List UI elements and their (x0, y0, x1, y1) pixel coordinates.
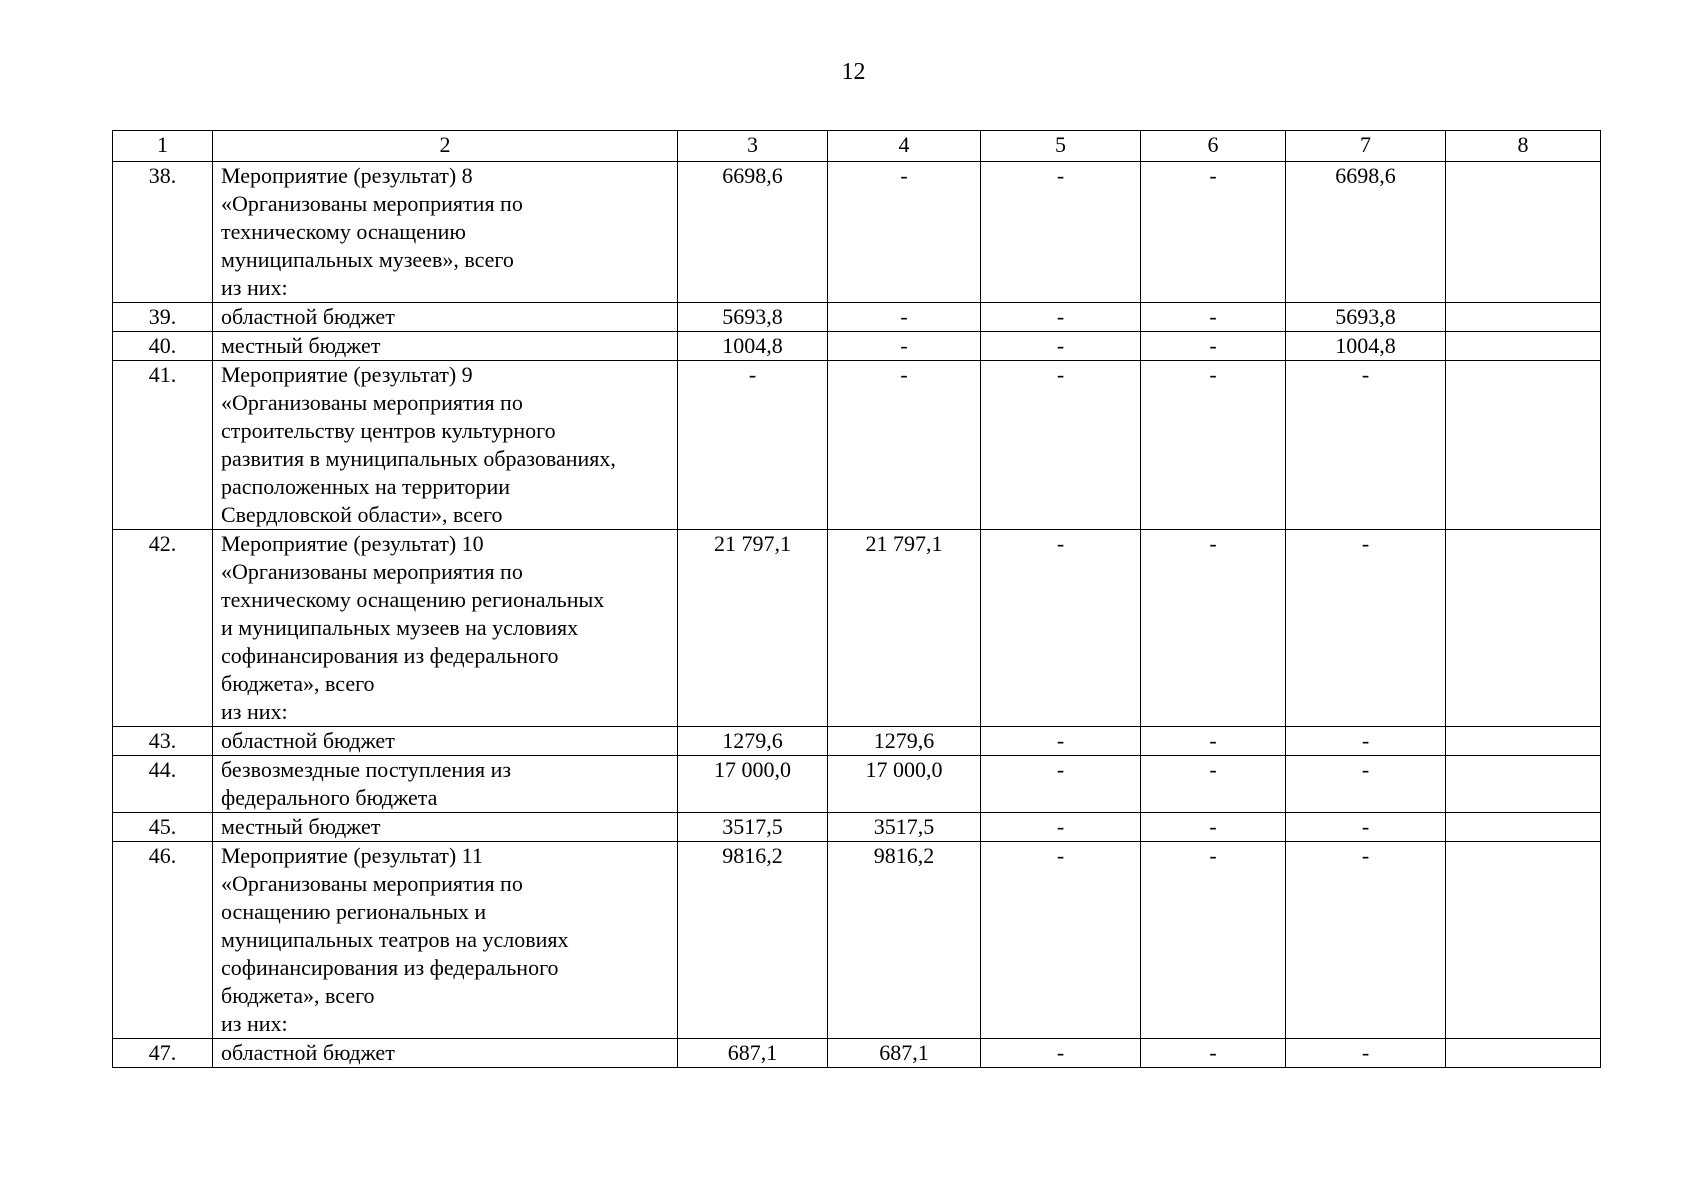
table-row (113, 162, 1601, 303)
item-name-cell (213, 842, 678, 1039)
column-header-4: 4 (828, 131, 981, 162)
value-cell-8 (1446, 332, 1601, 361)
table-body (113, 162, 1601, 1068)
value-cell-3: 3517,5 (678, 813, 828, 842)
value-cell-6: - (1141, 756, 1286, 813)
item-name-line: «Организованы мероприятия по (221, 390, 523, 415)
value-cell-8 (1446, 727, 1601, 756)
value-cell-7: 6698,6 (1286, 162, 1446, 303)
value-cell-4: 687,1 (828, 1039, 981, 1068)
item-name-line: техническому оснащению региональных (221, 587, 605, 612)
value-cell-8 (1446, 361, 1601, 530)
value-cell-6: - (1141, 361, 1286, 530)
value-cell-6: - (1141, 332, 1286, 361)
row-number-cell: 44. (113, 756, 213, 813)
row-number-cell: 45. (113, 813, 213, 842)
item-name-line: Мероприятие (результат) 10 (221, 531, 484, 556)
item-name-line: Мероприятие (результат) 8 (221, 163, 473, 188)
value-cell-8 (1446, 1039, 1601, 1068)
item-name-line: областной бюджет (221, 728, 395, 753)
value-cell-5: - (981, 162, 1141, 303)
value-cell-7: - (1286, 727, 1446, 756)
item-name-line: бюджета», всего (221, 671, 375, 696)
value-cell-7: - (1286, 813, 1446, 842)
item-name-line: и муниципальных музеев на условиях (221, 615, 579, 640)
column-header-5: 5 (981, 131, 1141, 162)
column-header-3: 3 (678, 131, 828, 162)
column-header-7: 7 (1286, 131, 1446, 162)
value-cell-5: - (981, 361, 1141, 530)
value-cell-3: 21 797,1 (678, 530, 828, 727)
item-name-line: софинансирования из федерального (221, 643, 559, 668)
value-cell-6: - (1141, 727, 1286, 756)
table-row (113, 303, 1601, 332)
item-name-line: развития в муниципальных образованиях, (221, 446, 616, 471)
value-cell-7: - (1286, 530, 1446, 727)
value-cell-7: - (1286, 361, 1446, 530)
item-name-line: строительству центров культурного (221, 418, 556, 443)
value-cell-3: 17 000,0 (678, 756, 828, 813)
value-cell-5: - (981, 332, 1141, 361)
value-cell-5: - (981, 813, 1141, 842)
value-cell-3: 6698,6 (678, 162, 828, 303)
table-row (113, 1039, 1601, 1068)
item-name-line: «Организованы мероприятия по (221, 871, 523, 896)
item-name-line: Мероприятие (результат) 9 (221, 362, 473, 387)
row-number-cell: 46. (113, 842, 213, 1039)
table-row (113, 361, 1601, 530)
row-number-cell: 42. (113, 530, 213, 727)
value-cell-6: - (1141, 530, 1286, 727)
value-cell-6: - (1141, 813, 1286, 842)
item-name-line: оснащению региональных и (221, 899, 487, 924)
value-cell-6: - (1141, 842, 1286, 1039)
page-number: 12 (841, 59, 866, 85)
value-cell-7: - (1286, 1039, 1446, 1068)
value-cell-5: - (981, 842, 1141, 1039)
item-name-line: областной бюджет (221, 304, 395, 329)
item-name-line: местный бюджет (221, 814, 381, 839)
item-name-cell (213, 813, 678, 842)
value-cell-5: - (981, 530, 1141, 727)
item-name-line: из них: (221, 1011, 288, 1036)
item-name-line: безвозмездные поступления из (221, 757, 512, 782)
item-name-cell (213, 1039, 678, 1068)
value-cell-5: - (981, 727, 1141, 756)
column-number-header-row (113, 131, 1601, 162)
column-header-6: 6 (1141, 131, 1286, 162)
row-number-cell: 38. (113, 162, 213, 303)
value-cell-3: - (678, 361, 828, 530)
item-name-line: областной бюджет (221, 1040, 395, 1065)
value-cell-7: 5693,8 (1286, 303, 1446, 332)
value-cell-4: 9816,2 (828, 842, 981, 1039)
value-cell-4: 3517,5 (828, 813, 981, 842)
item-name-cell (213, 361, 678, 530)
item-name-line: муниципальных музеев», всего (221, 247, 514, 272)
value-cell-4: 17 000,0 (828, 756, 981, 813)
value-cell-7: 1004,8 (1286, 332, 1446, 361)
item-name-line: техническому оснащению (221, 219, 466, 244)
item-name-cell (213, 530, 678, 727)
table-row (113, 842, 1601, 1039)
value-cell-4: - (828, 162, 981, 303)
column-header-2: 2 (213, 131, 678, 162)
value-cell-4: - (828, 361, 981, 530)
table-row (113, 813, 1601, 842)
row-number-cell: 41. (113, 361, 213, 530)
value-cell-8 (1446, 530, 1601, 727)
value-cell-6: - (1141, 162, 1286, 303)
item-name-line: софинансирования из федерального (221, 955, 559, 980)
value-cell-3: 9816,2 (678, 842, 828, 1039)
value-cell-5: - (981, 1039, 1141, 1068)
item-name-line: «Организованы мероприятия по (221, 191, 523, 216)
row-number-cell: 40. (113, 332, 213, 361)
item-name-line: муниципальных театров на условиях (221, 927, 569, 952)
item-name-line: «Организованы мероприятия по (221, 559, 523, 584)
value-cell-8 (1446, 162, 1601, 303)
item-name-cell (213, 756, 678, 813)
item-name-cell (213, 332, 678, 361)
item-name-line: расположенных на территории (221, 474, 511, 499)
value-cell-4: - (828, 303, 981, 332)
item-name-line: бюджета», всего (221, 983, 375, 1008)
item-name-line: Мероприятие (результат) 11 (221, 843, 483, 868)
table-row (113, 530, 1601, 727)
value-cell-3: 5693,8 (678, 303, 828, 332)
value-cell-6: - (1141, 303, 1286, 332)
value-cell-7: - (1286, 756, 1446, 813)
value-cell-4: - (828, 332, 981, 361)
item-name-line: Свердловской области», всего (221, 502, 503, 527)
row-number-cell: 47. (113, 1039, 213, 1068)
value-cell-3: 1279,6 (678, 727, 828, 756)
row-number-cell: 39. (113, 303, 213, 332)
value-cell-6: - (1141, 1039, 1286, 1068)
value-cell-3: 1004,8 (678, 332, 828, 361)
item-name-cell (213, 727, 678, 756)
value-cell-7: - (1286, 842, 1446, 1039)
table-row (113, 756, 1601, 813)
value-cell-5: - (981, 303, 1141, 332)
value-cell-8 (1446, 813, 1601, 842)
value-cell-4: 1279,6 (828, 727, 981, 756)
item-name-line: из них: (221, 275, 288, 300)
value-cell-4: 21 797,1 (828, 530, 981, 727)
item-name-cell (213, 303, 678, 332)
column-header-8: 8 (1446, 131, 1601, 162)
value-cell-3: 687,1 (678, 1039, 828, 1068)
column-header-1: 1 (113, 131, 213, 162)
budget-table (112, 130, 1601, 1068)
value-cell-8 (1446, 842, 1601, 1039)
item-name-cell (213, 162, 678, 303)
table-row (113, 332, 1601, 361)
value-cell-8 (1446, 303, 1601, 332)
value-cell-5: - (981, 756, 1141, 813)
item-name-line: из них: (221, 699, 288, 724)
row-number-cell: 43. (113, 727, 213, 756)
value-cell-8 (1446, 756, 1601, 813)
item-name-line: федерального бюджета (221, 785, 438, 810)
table-row (113, 727, 1601, 756)
item-name-line: местный бюджет (221, 333, 381, 358)
